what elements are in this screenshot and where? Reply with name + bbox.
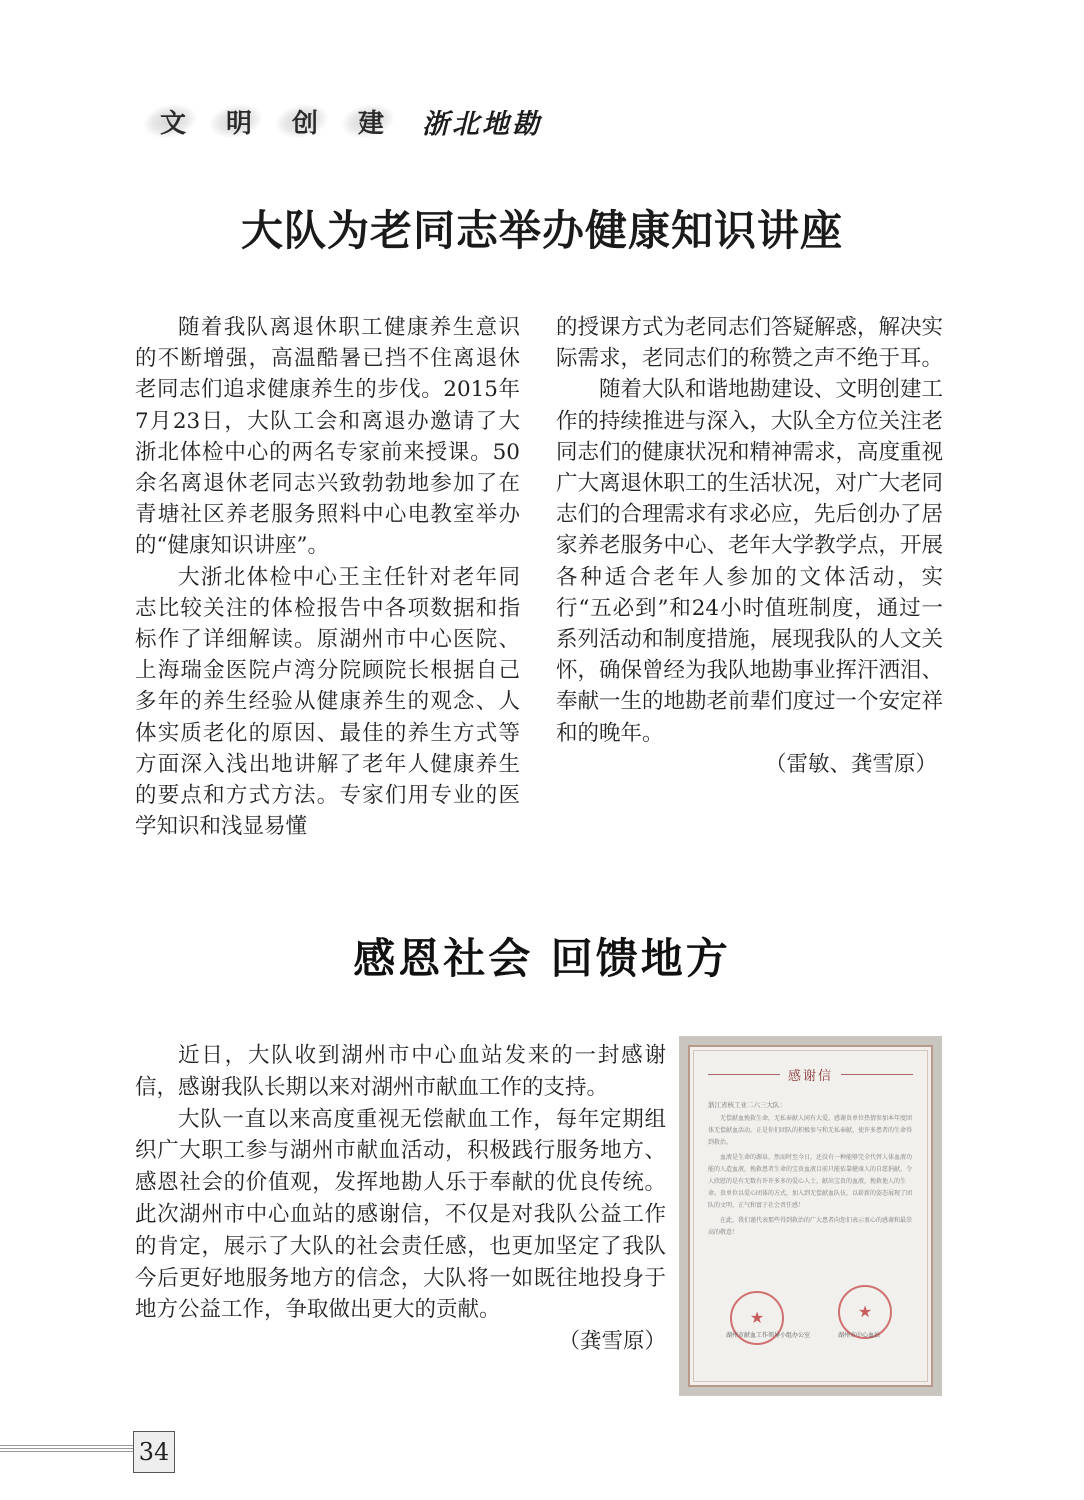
page-footer-rule: [0, 1445, 136, 1454]
letter-paragraph: 无偿献血挽救生命，无私奉献人间有大爱。感谢贵单位热情参加本年度团体无偿献血活动，正是你们团队的积极参与和无私奉献，使许多患者的生命得到救治。: [708, 1115, 913, 1146]
star-icon: ★: [857, 1302, 873, 1321]
article2-paragraph: 大队一直以来高度重视无偿献血工作，每年定期组织广大职工参与湖州市献血活动，积极践行服务地方、感恩社会的价值观，发挥地勘人乐于奉献的优良传统。此次湖州市中心血站的感谢信，不仅是对我队公益工作的肯定，展示了大队的社会责任感，也更加坚定了我队今后更好地服务地方的信念，大队将一如既往地投身于地方公益工作，争取做出更大的贡献。: [135, 1106, 666, 1323]
divider: [708, 1074, 780, 1075]
article2-title: 感恩社会 回馈地方: [353, 934, 731, 983]
letter-org-left: 湖州市献血工作领导小组办公室: [726, 1332, 811, 1339]
letter-title: 感谢信: [788, 1069, 834, 1084]
header-char: 建: [338, 98, 404, 144]
article2-body: [135, 1040, 666, 1358]
header-char: 创: [272, 98, 338, 144]
article1-column-left: [135, 312, 520, 842]
article1-paragraph: 随着我队离退休职工健康养生意识的不断增强，高温酷暑已挡不住离退休老同志们追求健康养生的步伐。2015年7月23日，大队工会和离退办邀请了大浙北体检中心的两名专家前来授课。50余名离退休老同志兴致勃勃地参加了在青塘社区养老服务照料中心电教室举办的“健康知识讲座”。: [135, 315, 520, 559]
header-subtitle: 浙北地勘: [422, 108, 542, 140]
section-header: [140, 98, 542, 144]
star-icon: ★: [749, 1308, 765, 1327]
letter-heading: [708, 1065, 913, 1084]
article1-paragraph: 的授课方式为老同志们答疑解惑，解决实际需求，老同志们的称赞之声不绝于耳。: [556, 315, 944, 372]
thank-you-letter-photo: [679, 1036, 942, 1396]
letter-paragraph: 在此，我们谨代表那些得到救治的广大患者向您们表示衷心的感谢和最崇高的敬意！: [708, 1217, 913, 1236]
letter-body: [708, 1113, 913, 1239]
divider: [841, 1074, 913, 1075]
header-char: 明: [206, 98, 272, 144]
article2-paragraph: 近日，大队收到湖州市中心血站发来的一封感谢信，感谢我队长期以来对湖州市献血工作的支持。: [135, 1043, 666, 1100]
header-char: 文: [140, 98, 206, 144]
letter-salutation: 浙江省核工业二六三大队：: [708, 1101, 786, 1109]
page-number: 34: [133, 1431, 175, 1473]
article2-signature: （龚雪原）: [558, 1329, 666, 1355]
letter-paragraph: 血液是生命的源泉，然而时至今日，还没有一种能够完全代替人体血液功能的人造血液，挽救患者生命的宝贵血液目前只能依靠健康人的自愿捐献。令人欣慰的是有无数有许许多多的爱心人士，献出宝贵的血液，挽救他人的生命。贵单位以爱心团体的方式，加入到无偿献血队伍，以崭新的姿态展现了团队的文明、正气和富于社会责任感！: [708, 1154, 913, 1209]
article1-signature: （雷敏、龚雪原）: [764, 751, 937, 777]
article1-paragraph: 大浙北体检中心王主任针对老年同志比较关注的体检报告中各项数据和指标作了详细解读。原湖州市中心医院、上海瑞金医院卢湾分院顾院长根据自己多年的养生经验从健康养生的观念、人体实质老化的原因、最佳的养生方式等方面深入浅出地讲解了老年人健康养生的要点和方式方法。专家们用专业的医学知识和浅显易懂: [135, 564, 520, 840]
letter-org-right: 湖州市中心血站: [838, 1332, 881, 1339]
article1-title: 大队为老同志举办健康知识讲座: [240, 206, 843, 255]
thank-you-letter: [688, 1045, 933, 1387]
article1-paragraph: 随着大队和谐地勘建设、文明创建工作的持续推进与深入，大队全方位关注老同志们的健康状况和精神需求，高度重视广大离退休职工的生活状况，对广大老同志们的合理需求有求必应，先后创办了居家养老服务中心、老年大学教学点，开展各种适合老年人参加的文体活动，实行“五必到”和24小时值班制度，通过一系列活动和制度措施，展现我队的人文关怀，确保曾经为我队地勘事业挥汗洒泪、奉献一生的地勘老前辈们度过一个安定祥和的晚年。: [556, 377, 944, 746]
article1-column-right: [556, 312, 943, 780]
